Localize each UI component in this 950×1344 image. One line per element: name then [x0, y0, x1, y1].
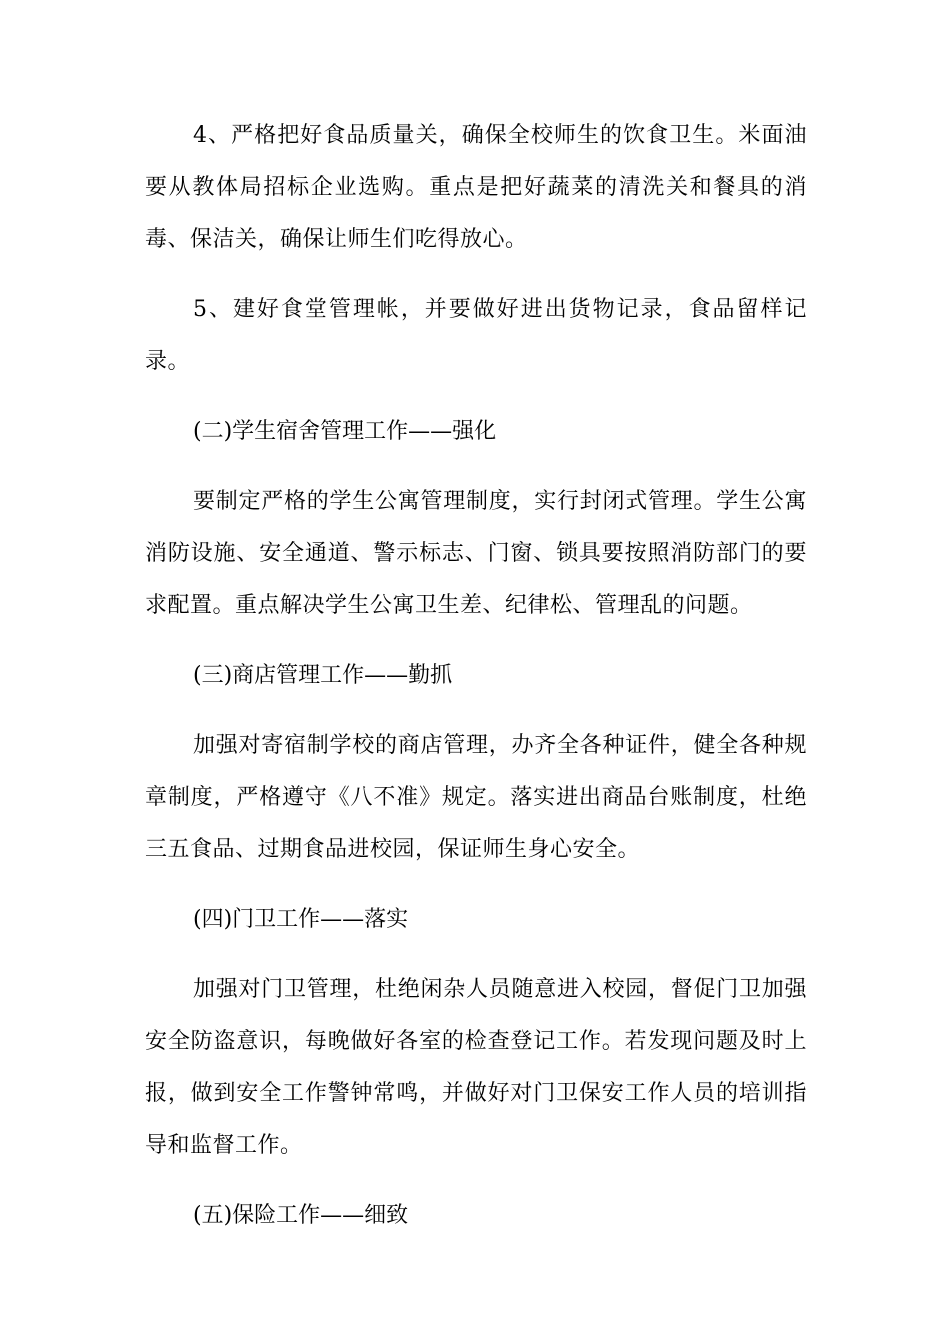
paragraph-food-quality: 4、严格把好食品质量关，确保全校师生的饮食卫生。米面油要从教体局招标企业选购。重点是把好蔬菜的清洗关和餐具的消毒、保洁关，确保让师生们吃得放心。 — [145, 123, 807, 252]
paragraph-gatekeeper: 加强对门卫管理，杜绝闲杂人员随意进入校园，督促门卫加强安全防盗意识，每晚做好各室的检查登记工作。若发现问题及时上报，做到安全工作警钟常鸣，并做好对门卫保安工作人员的培训指导和监督工作。 — [145, 977, 807, 1158]
document-page — [145, 110, 807, 1242]
paragraph-spacer — [145, 1172, 807, 1190]
paragraph-spacer — [145, 266, 807, 284]
paragraph-canteen-records: 5、建好食堂管理帐，并要做好进出货物记录，食品留样记录。 — [145, 297, 807, 374]
paragraph-store: 加强对寄宿制学校的商店管理，办齐全各种证件，健全各种规章制度，严格遵守《八不准》规定。落实进出商品台账制度，杜绝三五食品、过期食品进校园，保证师生身心安全。 — [145, 733, 807, 862]
paragraph-spacer — [145, 702, 807, 720]
paragraph-dormitory: 要制定严格的学生公寓管理制度，实行封闭式管理。学生公寓消防设施、安全通道、警示标志、门窗、锁具要按照消防部门的要求配置。重点解决学生公寓卫生差、纪律松、管理乱的问题。 — [145, 489, 807, 618]
section-heading-insurance: (五)保险工作——细致 — [193, 1203, 409, 1228]
paragraph-spacer — [145, 458, 807, 476]
paragraph-spacer — [145, 946, 807, 964]
paragraph-spacer — [145, 388, 807, 406]
section-heading-dormitory: (二)学生宿舍管理工作——强化 — [193, 419, 497, 444]
paragraph-spacer — [145, 632, 807, 650]
section-heading-gatekeeper: (四)门卫工作——落实 — [193, 907, 409, 932]
paragraph-spacer — [145, 876, 807, 894]
section-heading-store: (三)商店管理工作——勤抓 — [193, 663, 453, 688]
